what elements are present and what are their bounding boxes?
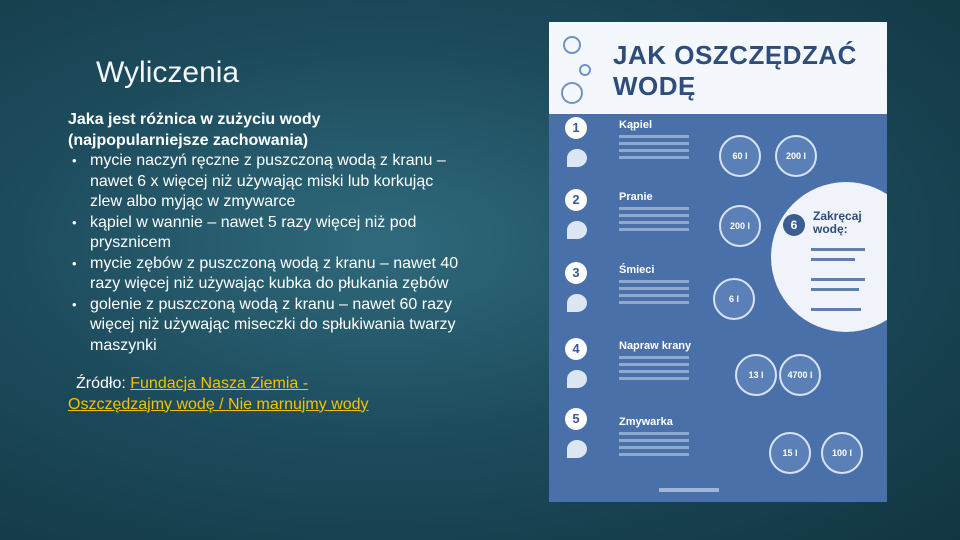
amount-circle	[719, 205, 761, 247]
text-line	[811, 258, 855, 261]
text-line	[811, 288, 859, 291]
bullet-teeth: • mycie zębów z puszczoną wodą z kranu – nawet 40 razy więcej niż używając kubka do płukania zębów	[68, 254, 468, 295]
lead-line-2: (najpopularniejsze zachowania)	[68, 131, 309, 149]
amount-a: 6 l	[728, 294, 739, 304]
amount-circle	[775, 135, 817, 177]
toilet-icon	[567, 294, 587, 312]
bullet-dishwashing: • mycie naczyń ręczne z puszczoną wodą z kranu – nawet 6 x więcej niż używając miski lub korkując zlew albo myjąc w zmywarce	[68, 151, 468, 213]
amount-circle	[735, 354, 777, 396]
infographic-footer-logo	[659, 488, 719, 492]
text-line	[811, 308, 861, 311]
bullet-list	[68, 151, 468, 356]
row-title: Zmywarka	[619, 416, 673, 428]
dishwasher-icon	[567, 440, 587, 458]
row-description	[619, 135, 689, 163]
bubble-icon	[579, 64, 591, 76]
amount-b: 4700 l	[787, 370, 813, 380]
amount-a: 15 l	[782, 448, 798, 458]
shower-icon	[567, 149, 587, 167]
amount-circle	[769, 432, 811, 474]
side-panel	[771, 182, 887, 332]
slide-title: Wyliczenia	[96, 56, 240, 89]
amount-circle	[713, 278, 755, 320]
amount-circle	[821, 432, 863, 474]
slide-content	[68, 110, 468, 415]
row-number: 4	[565, 338, 587, 360]
row-description	[619, 356, 689, 384]
side-panel-title	[813, 210, 862, 236]
water-saving-infographic	[549, 22, 887, 502]
infographic-title: JAK OSZCZĘDZAĆ WODĘ	[613, 40, 857, 101]
row-description	[619, 207, 689, 235]
side-panel-title-line-2: wodę:	[813, 222, 848, 236]
row-title: Napraw krany	[619, 340, 692, 352]
row-number: 5	[565, 408, 587, 430]
row-title: Kąpiel	[619, 119, 653, 131]
source-link-line-2: Oszczędzajmy wodę / Nie marnujmy wody	[68, 395, 369, 413]
lead-text	[68, 110, 468, 151]
amount-a: 13 l	[748, 370, 764, 380]
source-note	[68, 374, 468, 415]
side-panel-number: 6	[783, 214, 805, 236]
row-description	[619, 280, 689, 308]
amount-a: 200 l	[729, 221, 751, 231]
row-title: Pranie	[619, 191, 653, 203]
source-link-line-1: Fundacja Nasza Ziemia -	[130, 375, 309, 392]
text-line	[811, 248, 865, 251]
amount-b: 100 l	[831, 448, 853, 458]
source-label: Źródło:	[76, 375, 126, 392]
bubble-icon	[563, 36, 581, 54]
row-number: 3	[565, 262, 587, 284]
amount-circle	[719, 135, 761, 177]
text-line	[811, 278, 865, 281]
row-number: 2	[565, 189, 587, 211]
tap-icon	[567, 370, 587, 388]
bubble-icon	[561, 82, 583, 104]
lead-line-1: Jaka jest różnica w zużyciu wody	[68, 111, 321, 128]
infographic-header	[549, 22, 887, 114]
row-description	[619, 432, 689, 460]
bullet-bath: • kąpiel w wannie – nawet 5 razy więcej niż pod prysznicem	[68, 213, 468, 254]
amount-circle	[779, 354, 821, 396]
row-title: Śmieci	[619, 264, 655, 276]
row-number: 1	[565, 117, 587, 139]
washing-machine-icon	[567, 221, 587, 239]
amount-a: 60 l	[732, 151, 748, 161]
amount-b: 200 l	[785, 151, 807, 161]
side-panel-title-line-1: Zakręcaj	[813, 209, 862, 223]
bullet-shaving: • golenie z puszczoną wodą z kranu – nawet 60 razy więcej niż używając miseczki do spłukiwania twarzy maszynki	[68, 295, 468, 357]
